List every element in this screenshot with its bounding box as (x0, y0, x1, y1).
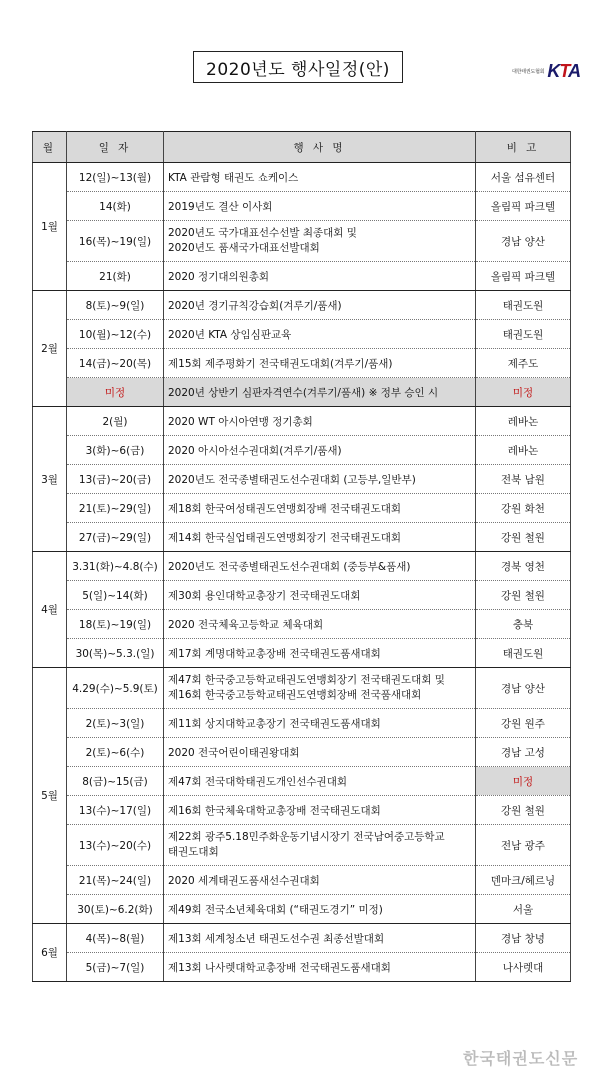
date-cell: 21(토)~29(일) (67, 494, 164, 523)
header-month: 월 (33, 132, 67, 163)
logo-mark: KTA (547, 60, 581, 81)
date-cell: 16(목)~19(일) (67, 221, 164, 262)
note-cell: 전남 광주 (476, 825, 571, 866)
date-cell: 13(금)~20(금) (67, 465, 164, 494)
event-cell: 제30회 용인대학교총장기 전국태권도대회 (164, 581, 476, 610)
event-cell: 제13회 세계청소년 태권도선수권 최종선발대회 (164, 924, 476, 953)
month-cell: 2월 (33, 291, 67, 407)
date-cell: 14(화) (67, 192, 164, 221)
schedule-body (33, 163, 571, 982)
note-cell: 제주도 (476, 349, 571, 378)
note-cell: 강원 철원 (476, 796, 571, 825)
month-cell: 1월 (33, 163, 67, 291)
event-cell: 2019년도 결산 이사회 (164, 192, 476, 221)
date-cell: 14(금)~20(목) (67, 349, 164, 378)
date-cell: 21(목)~24(일) (67, 866, 164, 895)
date-cell: 13(수)~20(수) (67, 825, 164, 866)
table-row (33, 825, 571, 866)
note-cell: 레바논 (476, 407, 571, 436)
table-row (33, 291, 571, 320)
note-cell: 태권도원 (476, 291, 571, 320)
note-cell: 나사렛대 (476, 953, 571, 982)
date-cell: 21(화) (67, 262, 164, 291)
date-cell: 13(수)~17(일) (67, 796, 164, 825)
note-cell: 올림픽 파크텔 (476, 262, 571, 291)
event-cell: 제49회 전국소년체육대회 (“태권도경기” 미정) (164, 895, 476, 924)
event-cell: 제13회 나사렛대학교총장배 전국태권도품새대회 (164, 953, 476, 982)
date-cell: 4.29(수)~5.9(토) (67, 668, 164, 709)
table-row (33, 163, 571, 192)
header-date: 일 자 (67, 132, 164, 163)
event-cell: KTA 관람형 태권도 쇼케이스 (164, 163, 476, 192)
event-cell: 제47회 전국대학태권도개인선수권대회 (164, 767, 476, 796)
table-row (33, 320, 571, 349)
table-row (33, 349, 571, 378)
table-row (33, 953, 571, 982)
date-cell: 3(화)~6(금) (67, 436, 164, 465)
header-note: 비 고 (476, 132, 571, 163)
note-cell: 경남 고성 (476, 738, 571, 767)
table-header-row (33, 132, 571, 163)
note-cell: 경남 창녕 (476, 924, 571, 953)
date-cell: 10(월)~12(수) (67, 320, 164, 349)
table-row (33, 378, 571, 407)
event-cell: 2020 아시아선수권대회(겨루기/품새) (164, 436, 476, 465)
event-cell: 2020 정기대의원총회 (164, 262, 476, 291)
note-cell: 경남 양산 (476, 668, 571, 709)
table-row (33, 668, 571, 709)
table-row (33, 192, 571, 221)
table-row (33, 494, 571, 523)
date-cell: 4(목)~8(월) (67, 924, 164, 953)
page-title: 2020년도 행사일정(안) (193, 51, 403, 83)
note-cell: 레바논 (476, 436, 571, 465)
note-cell: 강원 원주 (476, 709, 571, 738)
table-row (33, 709, 571, 738)
note-cell: 미정 (476, 378, 571, 407)
note-cell: 경남 양산 (476, 221, 571, 262)
table-row (33, 581, 571, 610)
event-cell: 2020년 KTA 상임심판교육 (164, 320, 476, 349)
date-cell: 27(금)~29(일) (67, 523, 164, 552)
note-cell: 덴마크/헤르닝 (476, 866, 571, 895)
date-cell: 2(토)~3(일) (67, 709, 164, 738)
date-cell: 30(목)~5.3.(일) (67, 639, 164, 668)
event-cell: 2020년도 전국종별태권도선수권대회 (중등부&품새) (164, 552, 476, 581)
table-row (33, 436, 571, 465)
note-cell: 강원 철원 (476, 581, 571, 610)
date-cell: 8(금)~15(금) (67, 767, 164, 796)
event-cell: 2020년도 국가대표선수선발 최종대회 및 2020년도 품새국가대표선발대회 (164, 221, 476, 262)
schedule-table (32, 131, 571, 982)
table-row (33, 552, 571, 581)
month-cell: 5월 (33, 668, 67, 924)
table-row (33, 221, 571, 262)
event-cell: 제18회 한국여성태권도연맹회장배 전국태권도대회 (164, 494, 476, 523)
date-cell: 2(월) (67, 407, 164, 436)
event-cell: 2020 WT 아시아연맹 정기총회 (164, 407, 476, 436)
date-cell: 30(토)~6.2(화) (67, 895, 164, 924)
note-cell: 태권도원 (476, 639, 571, 668)
table-row (33, 465, 571, 494)
month-cell: 6월 (33, 924, 67, 982)
month-cell: 3월 (33, 407, 67, 552)
note-cell: 강원 화천 (476, 494, 571, 523)
table-row (33, 924, 571, 953)
event-cell: 제14회 한국실업태권도연맹회장기 전국태권도대회 (164, 523, 476, 552)
date-cell: 미정 (67, 378, 164, 407)
table-row (33, 639, 571, 668)
watermark: 한국태권도신문 (463, 1049, 579, 1068)
event-cell: 제11회 상지대학교총장기 전국태권도품새대회 (164, 709, 476, 738)
event-cell: 2020년 상반기 심판자격연수(겨루기/품새) ※ 정부 승인 시 (164, 378, 476, 407)
note-cell: 태권도원 (476, 320, 571, 349)
event-cell: 제22회 광주5.18민주화운동기념시장기 전국남여중고등학교 태권도대회 (164, 825, 476, 866)
date-cell: 3.31(화)~4.8(수) (67, 552, 164, 581)
note-cell: 서울 (476, 895, 571, 924)
table-row (33, 523, 571, 552)
table-row (33, 895, 571, 924)
date-cell: 5(일)~14(화) (67, 581, 164, 610)
date-cell: 12(일)~13(월) (67, 163, 164, 192)
kta-logo (512, 60, 580, 82)
event-cell: 제17회 계명대학교총장배 전국태권도품새대회 (164, 639, 476, 668)
table-row (33, 610, 571, 639)
note-cell: 경북 영천 (476, 552, 571, 581)
event-cell: 2020년도 전국종별태권도선수권대회 (고등부,일반부) (164, 465, 476, 494)
event-cell: 2020 전국체육고등학교 체육대회 (164, 610, 476, 639)
note-cell: 전북 남원 (476, 465, 571, 494)
logo-org-name: 대한태권도협회 (512, 68, 545, 75)
event-cell: 2020 세계태권도품새선수권대회 (164, 866, 476, 895)
date-cell: 18(토)~19(일) (67, 610, 164, 639)
table-row (33, 262, 571, 291)
event-cell: 2020년 경기규칙강습회(겨루기/품새) (164, 291, 476, 320)
note-cell: 충북 (476, 610, 571, 639)
note-cell: 서울 섬유센터 (476, 163, 571, 192)
table-row (33, 407, 571, 436)
note-cell: 강원 철원 (476, 523, 571, 552)
date-cell: 2(토)~6(수) (67, 738, 164, 767)
table-row (33, 866, 571, 895)
note-cell: 올림픽 파크텔 (476, 192, 571, 221)
table-row (33, 796, 571, 825)
header-event: 행 사 명 (164, 132, 476, 163)
event-cell: 2020 전국어린이태권왕대회 (164, 738, 476, 767)
table-row (33, 738, 571, 767)
event-cell: 제15회 제주평화기 전국태권도대회(겨루기/품새) (164, 349, 476, 378)
note-cell: 미정 (476, 767, 571, 796)
month-cell: 4월 (33, 552, 67, 668)
event-cell: 제16회 한국체육대학교총장배 전국태권도대회 (164, 796, 476, 825)
date-cell: 5(금)~7(일) (67, 953, 164, 982)
date-cell: 8(토)~9(일) (67, 291, 164, 320)
table-row (33, 767, 571, 796)
event-cell: 제47회 한국중고등학교태권도연맹회장기 전국태권도대회 및 제16회 한국중고등학교태권도연맹회장배 전국품새대회 (164, 668, 476, 709)
